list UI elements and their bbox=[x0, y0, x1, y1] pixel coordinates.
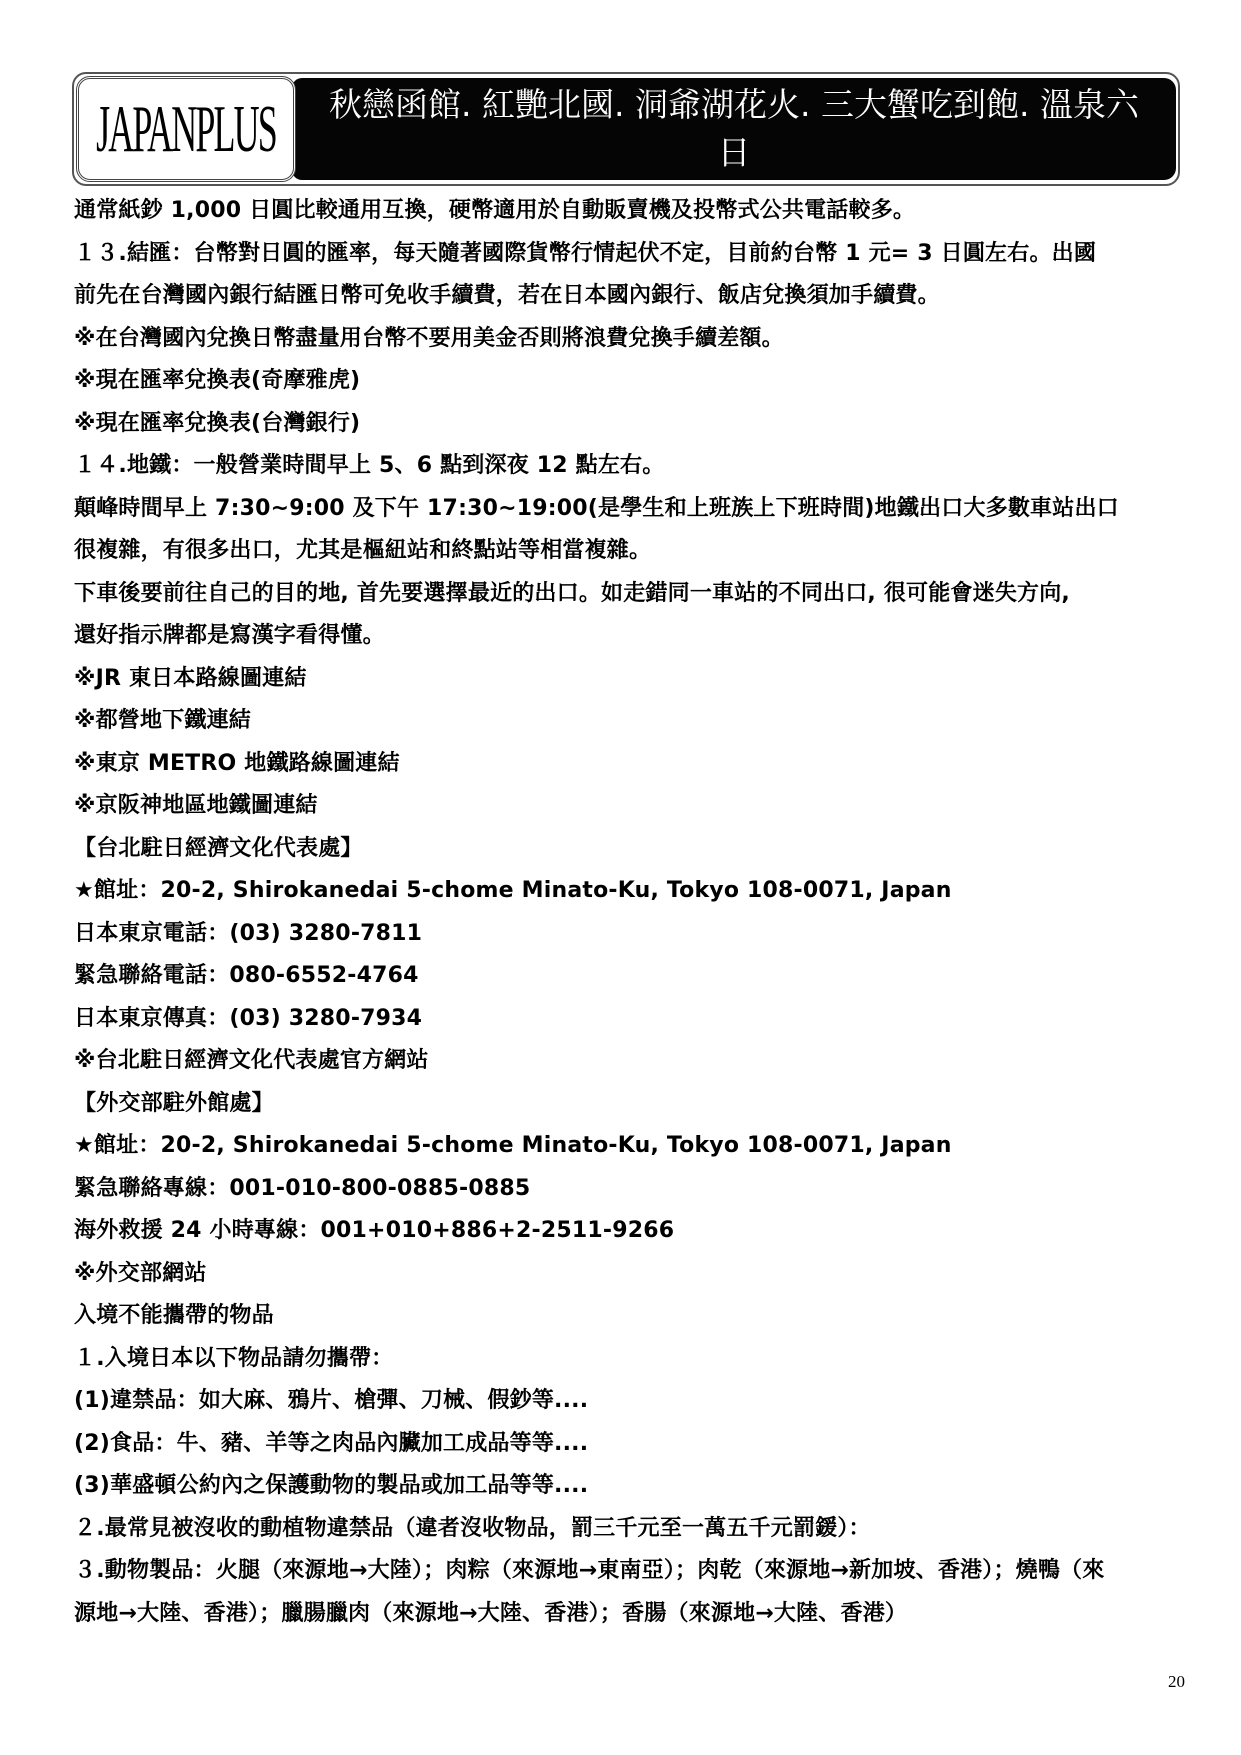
list-item: ２.最常見被沒收的動植物違禁品（違者沒收物品，罰三千元至一萬五千元罰鍰）： bbox=[74, 1515, 871, 1541]
text-line: 通常紙鈔 1,000 日圓比較通用互換，硬幣適用於自動販賣機及投幣式公共電話較多。 bbox=[74, 198, 916, 223]
toei-subway-link[interactable]: ※都營地下鐵連結 bbox=[74, 708, 251, 733]
list-item: (2)食品：牛、豬、羊等之肉品內臟加工成品等等.... bbox=[74, 1430, 589, 1456]
mofa-site-link[interactable]: ※外交部網站 bbox=[74, 1260, 207, 1286]
text-line: ※在台灣國內兌換日幣盡量用台幣不要用美金否則將浪費兌換手續差額。 bbox=[74, 325, 784, 351]
official-site-link[interactable]: ※台北駐日經濟文化代表處官方網站 bbox=[74, 1048, 429, 1073]
emergency-hotline: 緊急聯絡專線：001-010-800-0885-0885 bbox=[74, 1175, 531, 1201]
text-line: 很複雜，有很多出口，尤其是樞紐站和終點站等相當複雜。 bbox=[74, 538, 652, 563]
list-item: １.入境日本以下物品請勿攜帶： bbox=[74, 1345, 394, 1371]
title-box bbox=[292, 78, 1176, 180]
list-item: (1)違禁品：如大麻、鴉片、槍彈、刀械、假鈔等.... bbox=[74, 1388, 589, 1413]
fax: 日本東京傳真：(03) 3280-7934 bbox=[74, 1005, 423, 1031]
body-text bbox=[74, 190, 1194, 1635]
list-item: ３.動物製品：火腿（來源地→大陸）；肉粽（來源地→東南亞）；肉乾（來源地→新加坡、香港）；燒鴨（來 bbox=[74, 1558, 1105, 1583]
phone: 日本東京電話：(03) 3280-7811 bbox=[74, 920, 423, 946]
document-title: 秋戀函館. 紅艷北國. 洞爺湖花火. 三大蟹吃到飽. 溫泉六日 bbox=[329, 85, 1139, 172]
text-line: 下車後要前往自己的目的地, 首先要選擇最近的出口。如走錯同一車站的不同出口, 很可能會迷失方向, bbox=[74, 580, 1070, 606]
page-number: 20 bbox=[1168, 1672, 1185, 1691]
list-item: (3)華盛頓公約內之保護動物的製品或加工品等等.... bbox=[74, 1473, 589, 1498]
address: ★館址：20-2, Shirokanedai 5-chome Minato-Ku, Tokyo 108-0071, Japan bbox=[74, 1133, 952, 1158]
emergency-phone: 緊急聯絡電話：080-6552-4764 bbox=[74, 963, 419, 988]
tokyo-metro-map-link[interactable]: ※東京 METRO 地鐵路線圖連結 bbox=[74, 750, 400, 776]
section-heading: 入境不能攜帶的物品 bbox=[74, 1303, 274, 1328]
section-heading: 【台北駐日經濟文化代表處】 bbox=[74, 835, 363, 861]
text-line: １４.地鐵：一般營業時間早上 5、6 點到深夜 12 點左右。 bbox=[74, 453, 665, 478]
text-line: 顛峰時間早上 7:30~9:00 及下午 17:30~19:00(是學生和上班族上下班時間)地鐵出口大多數車站出口 bbox=[74, 495, 1119, 521]
jr-east-map-link[interactable]: ※JR 東日本路線圖連結 bbox=[74, 665, 307, 691]
exchange-rate-link-yahoo[interactable]: ※現在匯率兌換表(奇摩雅虎) bbox=[74, 368, 361, 393]
keihanshin-subway-link[interactable]: ※京阪神地區地鐵圖連結 bbox=[74, 793, 318, 818]
list-item: 源地→大陸、香港）；臘腸臘肉（來源地→大陸、香港）；香腸（來源地→大陸、香港） bbox=[74, 1600, 908, 1626]
text-line: 前先在台灣國內銀行結匯日幣可免收手續費，若在日本國內銀行、飯店兌換須加手續費。 bbox=[74, 283, 940, 308]
logo-box bbox=[76, 76, 296, 182]
logo: JAPANPLUS bbox=[96, 91, 276, 166]
exchange-rate-link-bot[interactable]: ※現在匯率兌換表(台灣銀行) bbox=[74, 410, 361, 436]
section-heading: 【外交部駐外館處】 bbox=[74, 1090, 274, 1116]
text-line: 還好指示牌都是寫漢字看得懂。 bbox=[74, 623, 385, 648]
address: ★館址：20-2, Shirokanedai 5-chome Minato-Ku, Tokyo 108-0071, Japan bbox=[74, 878, 952, 903]
overseas-rescue-hotline: 海外救援 24 小時專線：001+010+886+2-2511-9266 bbox=[74, 1218, 675, 1243]
text-line: １３.結匯：台幣對日圓的匯率，每天隨著國際貨幣行情起伏不定，目前約台幣 1 元= 3 日圓左右。出國 bbox=[74, 240, 1097, 266]
